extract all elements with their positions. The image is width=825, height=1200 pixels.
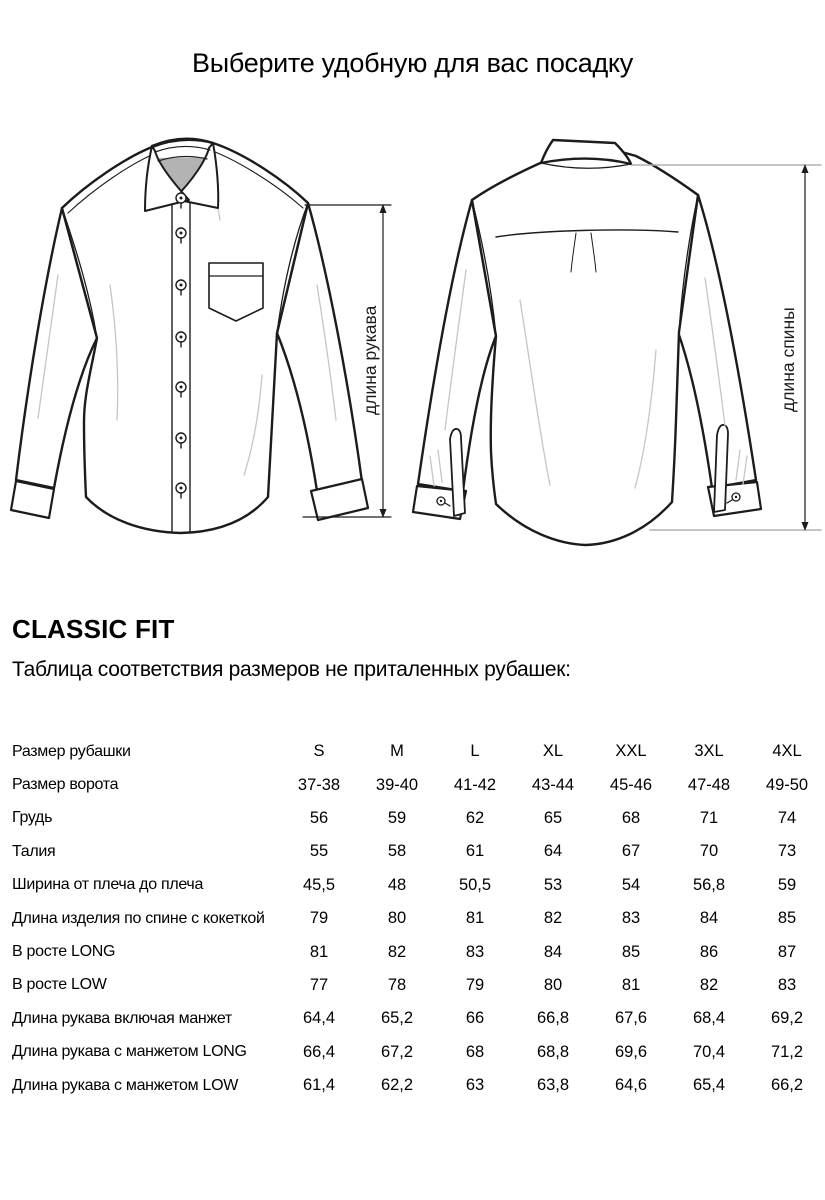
- size-cell: 71,2: [770, 1042, 804, 1061]
- size-col-header: L: [470, 742, 480, 761]
- size-cell: 56,8: [692, 875, 726, 894]
- size-cell: 87: [777, 942, 797, 961]
- size-cell: 81: [621, 975, 641, 994]
- fit-heading: CLASSIC FIT: [12, 614, 175, 644]
- size-cell: 70,4: [692, 1042, 726, 1061]
- size-cell: 66,4: [302, 1042, 336, 1061]
- row-label: Длина рукава с манжетом LONG: [12, 1043, 247, 1061]
- size-cell: 55: [309, 842, 329, 861]
- size-table-row: [12, 935, 818, 968]
- size-cell: 50,5: [458, 875, 492, 894]
- size-cell: 81: [465, 909, 485, 928]
- size-table-header-row: [12, 735, 818, 768]
- size-cell: 74: [777, 808, 797, 827]
- size-cell: 82: [543, 909, 563, 928]
- fit-subtitle: Таблица соответствия размеров не приталенных рубашек:: [12, 658, 571, 681]
- size-cell: 81: [309, 942, 329, 961]
- size-cell: 59: [777, 875, 797, 894]
- size-cell: 61: [465, 842, 485, 861]
- size-cell: 82: [699, 975, 719, 994]
- size-cell: 73: [777, 842, 797, 861]
- size-table: [12, 735, 818, 1102]
- size-col-header: XL: [542, 742, 564, 761]
- size-cell: 68,8: [536, 1042, 570, 1061]
- shirt-back-diagram: [400, 120, 825, 580]
- size-cell: 66,8: [536, 1009, 570, 1028]
- size-cell: 63,8: [536, 1076, 570, 1095]
- size-cell: 48: [387, 875, 407, 894]
- chest-pocket: [209, 263, 263, 321]
- size-col-header: S: [313, 742, 325, 761]
- size-cell: 67,2: [380, 1042, 414, 1061]
- size-cell: 64,6: [614, 1076, 648, 1095]
- size-cell: 65,2: [380, 1009, 414, 1028]
- size-cell: 66,2: [770, 1076, 804, 1095]
- size-cell: 85: [777, 909, 797, 928]
- size-col-header: 4XL: [772, 742, 802, 761]
- size-cell: 80: [387, 909, 407, 928]
- size-cell: 67: [621, 842, 641, 861]
- size-table-row: [12, 768, 818, 801]
- size-cell: 64: [543, 842, 563, 861]
- row-label: В росте LOW: [12, 976, 107, 994]
- page-title: Выберите удобную для вас посадку: [192, 48, 633, 78]
- size-cell: 45,5: [302, 875, 336, 894]
- size-cell: 82: [387, 942, 407, 961]
- size-cell: 84: [699, 909, 719, 928]
- shirt-front-diagram: [0, 120, 400, 580]
- size-col-header: M: [390, 742, 404, 761]
- size-cell: 63: [465, 1076, 485, 1095]
- size-table-row: [12, 802, 818, 835]
- row-label: Талия: [12, 842, 56, 860]
- size-table-row: [12, 902, 818, 935]
- size-cell: 37-38: [297, 775, 341, 794]
- size-cell: 69,6: [614, 1042, 648, 1061]
- size-cell: 39-40: [375, 775, 419, 794]
- size-cell: 54: [621, 875, 641, 894]
- size-table-row: [12, 869, 818, 902]
- size-cell: 47-48: [687, 775, 731, 794]
- size-cell: 83: [621, 909, 641, 928]
- size-cell: 41-42: [453, 775, 497, 794]
- size-cell: 61,4: [302, 1076, 336, 1095]
- size-table-row: [12, 835, 818, 868]
- row-label: В росте LONG: [12, 943, 116, 961]
- row-label: Размер рубашки: [12, 742, 131, 760]
- size-cell: 64,4: [302, 1009, 336, 1028]
- size-cell: 53: [543, 875, 563, 894]
- back-length-label: длина спины: [778, 307, 798, 412]
- size-cell: 83: [777, 975, 797, 994]
- size-cell: 68: [621, 808, 641, 827]
- size-cell: 65: [543, 808, 563, 827]
- size-cell: 45-46: [609, 775, 653, 794]
- size-cell: 69,2: [770, 1009, 804, 1028]
- size-cell: 79: [465, 975, 485, 994]
- size-cell: 65,4: [692, 1076, 726, 1095]
- size-cell: 84: [543, 942, 563, 961]
- size-cell: 68: [465, 1042, 485, 1061]
- back-body: [472, 150, 698, 545]
- size-table-row: [12, 1069, 818, 1102]
- back-right-sleeve-placket: [714, 425, 728, 512]
- size-cell: 78: [387, 975, 407, 994]
- size-cell: 83: [465, 942, 485, 961]
- size-cell: 59: [387, 808, 407, 827]
- size-cell: 62,2: [380, 1076, 414, 1095]
- size-cell: 71: [699, 808, 719, 827]
- size-cell: 56: [309, 808, 329, 827]
- size-cell: 67,6: [614, 1009, 648, 1028]
- size-cell: 43-44: [531, 775, 575, 794]
- size-cell: 86: [699, 942, 719, 961]
- size-col-header: 3XL: [694, 742, 724, 761]
- size-cell: 85: [621, 942, 641, 961]
- size-cell: 62: [465, 808, 485, 827]
- size-cell: 49-50: [765, 775, 809, 794]
- size-table-row: [12, 1002, 818, 1035]
- size-cell: 68,4: [692, 1009, 726, 1028]
- row-label: Ширина от плеча до плеча: [12, 876, 204, 894]
- size-col-header: XXL: [615, 742, 647, 761]
- size-cell: 77: [309, 975, 329, 994]
- size-cell: 79: [309, 909, 329, 928]
- size-table-row: [12, 969, 818, 1002]
- row-label: Грудь: [12, 809, 53, 827]
- size-cell: 70: [699, 842, 719, 861]
- size-cell: 80: [543, 975, 563, 994]
- row-label: Длина изделия по спине с кокеткой: [12, 909, 265, 927]
- front-left-cuff: [11, 481, 54, 518]
- size-cell: 58: [387, 842, 407, 861]
- size-table-row: [12, 1036, 818, 1069]
- size-cell: 66: [465, 1009, 485, 1028]
- sleeve-length-label: длина рукава: [360, 305, 380, 415]
- row-label: Длина рукава с манжетом LOW: [12, 1076, 239, 1094]
- row-label: Размер ворота: [12, 776, 119, 794]
- row-label: Длина рукава включая манжет: [12, 1009, 232, 1027]
